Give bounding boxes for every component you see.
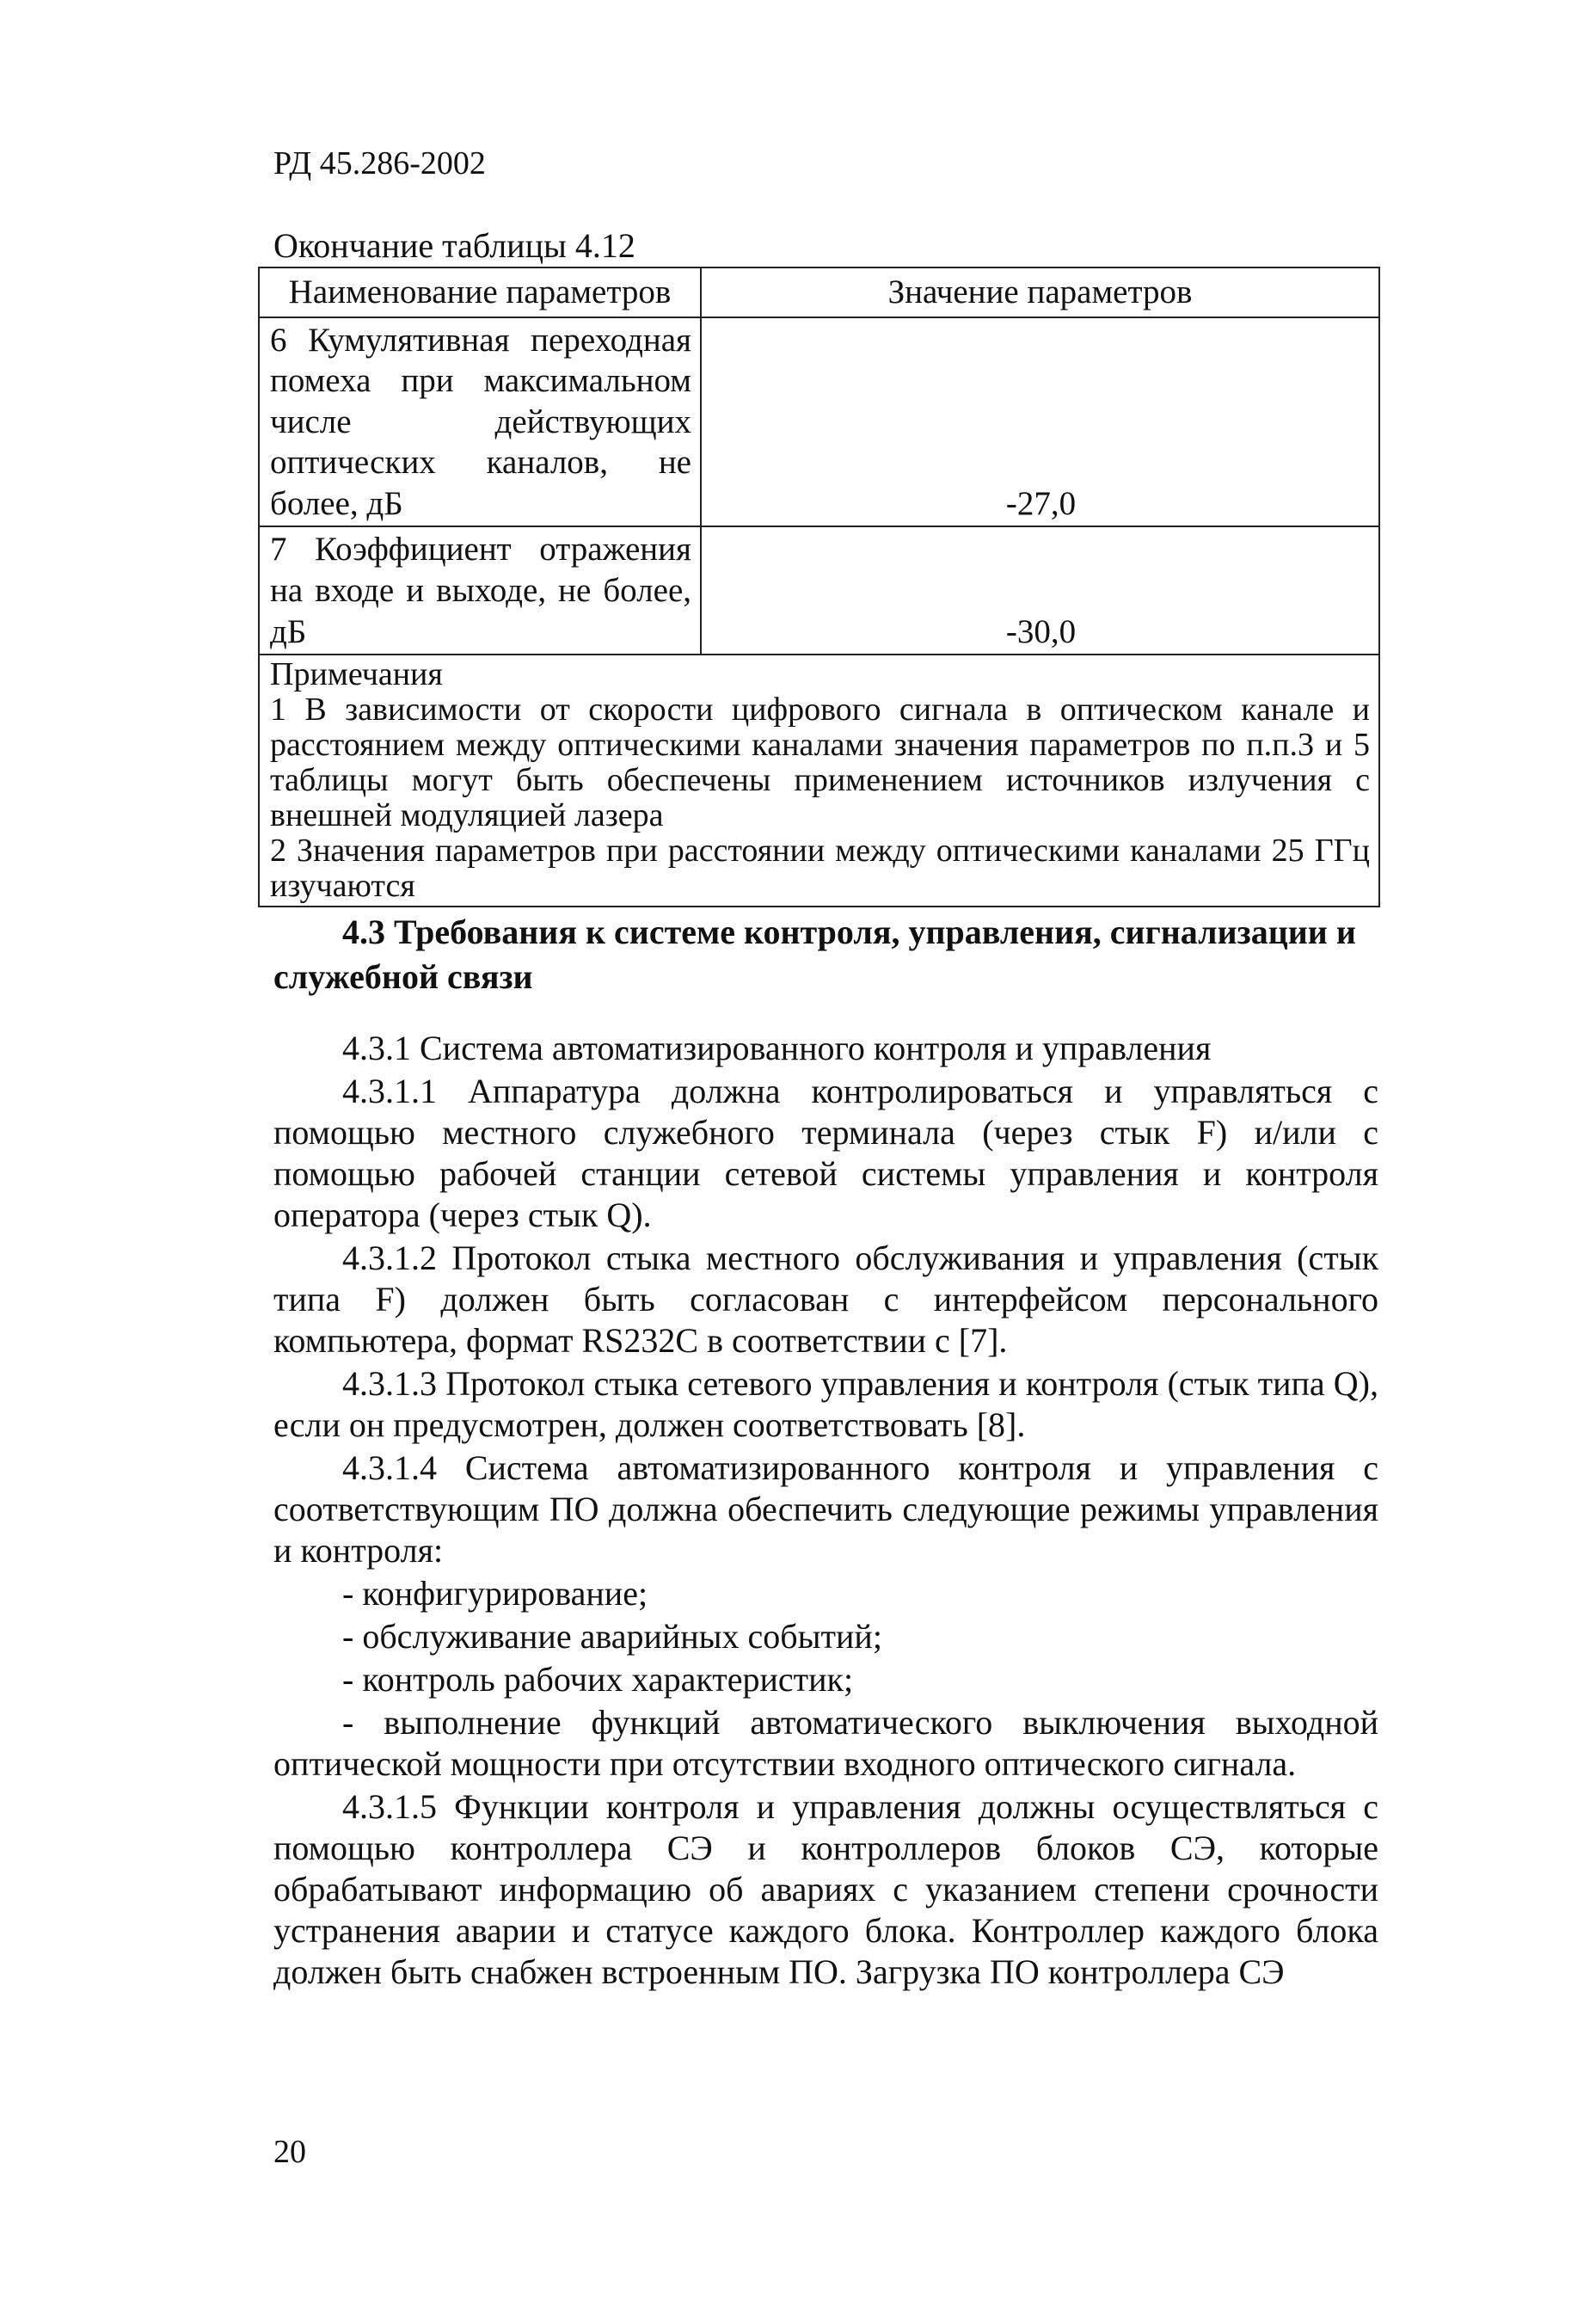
table-header-row [259, 267, 1379, 317]
note-item: 2 Значения параметров при расстоянии между оптическими каналами 25 ГГц изучаются [270, 833, 1370, 905]
parameter-name-cell: 6 Кумулятивная переходная помеха при максимальном числе действующих оптических каналов, не более, дБ [259, 317, 701, 527]
paragraph: 4.3.1.2 Протокол стыка местного обслуживания и управления (стык типа F) должен быть согласован с интерфейсом персонального компьютера, формат RS232C в соответствии с [7]. [273, 1239, 1378, 1360]
paragraph: 4.3.1.5 Функции контроля и управления должны осуществляться с помощью контроллера СЭ и контроллеров блоков СЭ, которые обрабатывают информацию об авариях с указанием степени срочности устранения аварии и статусе каждого блока. Контроллер каждого блока должен быть снабжен встроенным ПО. Загрузка ПО контроллера СЭ [273, 1787, 1378, 1991]
list-item: - обслуживание аварийных событий; [342, 1617, 882, 1656]
note-item: 1 В зависимости от скорости цифрового сигнала в оптическом канале и расстоянием между оптическими каналами значения параметров по п.п.3 и 5 таблицы могут быть обеспечены применением источников излучения с внешней модуляцией лазера [270, 692, 1370, 834]
table-notes-row [259, 655, 1379, 907]
section-body [273, 1028, 1378, 1993]
document-code: РД 45.286-2002 [273, 145, 486, 181]
column-header-value: Значение параметров [701, 267, 1379, 317]
page-number: 20 [273, 2134, 306, 2170]
parameter-name-cell: 7 Коэффициент отражения на входе и выходе, не более, дБ [259, 526, 701, 655]
parameter-value-cell: -30,0 [701, 526, 1379, 655]
parameter-value-cell: -27,0 [701, 317, 1379, 527]
table-notes-cell [259, 655, 1379, 907]
list-item: - конфигурирование; [342, 1574, 648, 1613]
parameters-table [258, 267, 1380, 907]
paragraph: 4.3.1.1 Аппаратура должна контролироваться и управляться с помощью местного служебного терминала (через стык F) и/или с помощью рабочей станции сетевой системы управления и контроля оператора (через стык Q). [273, 1072, 1378, 1234]
paragraph: 4.3.1.4 Система автоматизированного контроля и управления с соответствующим ПО должна обеспечить следующие режимы управления и контроля: [273, 1448, 1378, 1570]
table-caption: Окончание таблицы 4.12 [273, 226, 635, 265]
table-row [259, 526, 1379, 655]
table-row [259, 317, 1379, 527]
subsection-title: 4.3.1 Система автоматизированного контроля и управления [342, 1029, 1212, 1067]
paragraph: 4.3.1.3 Протокол стыка сетевого управления и контроля (стык типа Q), если он предусмотрен, должен соответствовать [8]. [273, 1364, 1378, 1444]
column-header-name: Наименование параметров [259, 267, 701, 317]
notes-title: Примечания [270, 656, 443, 693]
section-heading: 4.3 Требования к системе контроля, управления, сигнализации и служебной связи [273, 913, 1356, 996]
list-item: - контроль рабочих характеристик; [342, 1660, 854, 1699]
list-item: - выполнение функций автоматического выключения выходной оптической мощности при отсутствии входного оптического сигнала. [273, 1703, 1378, 1783]
